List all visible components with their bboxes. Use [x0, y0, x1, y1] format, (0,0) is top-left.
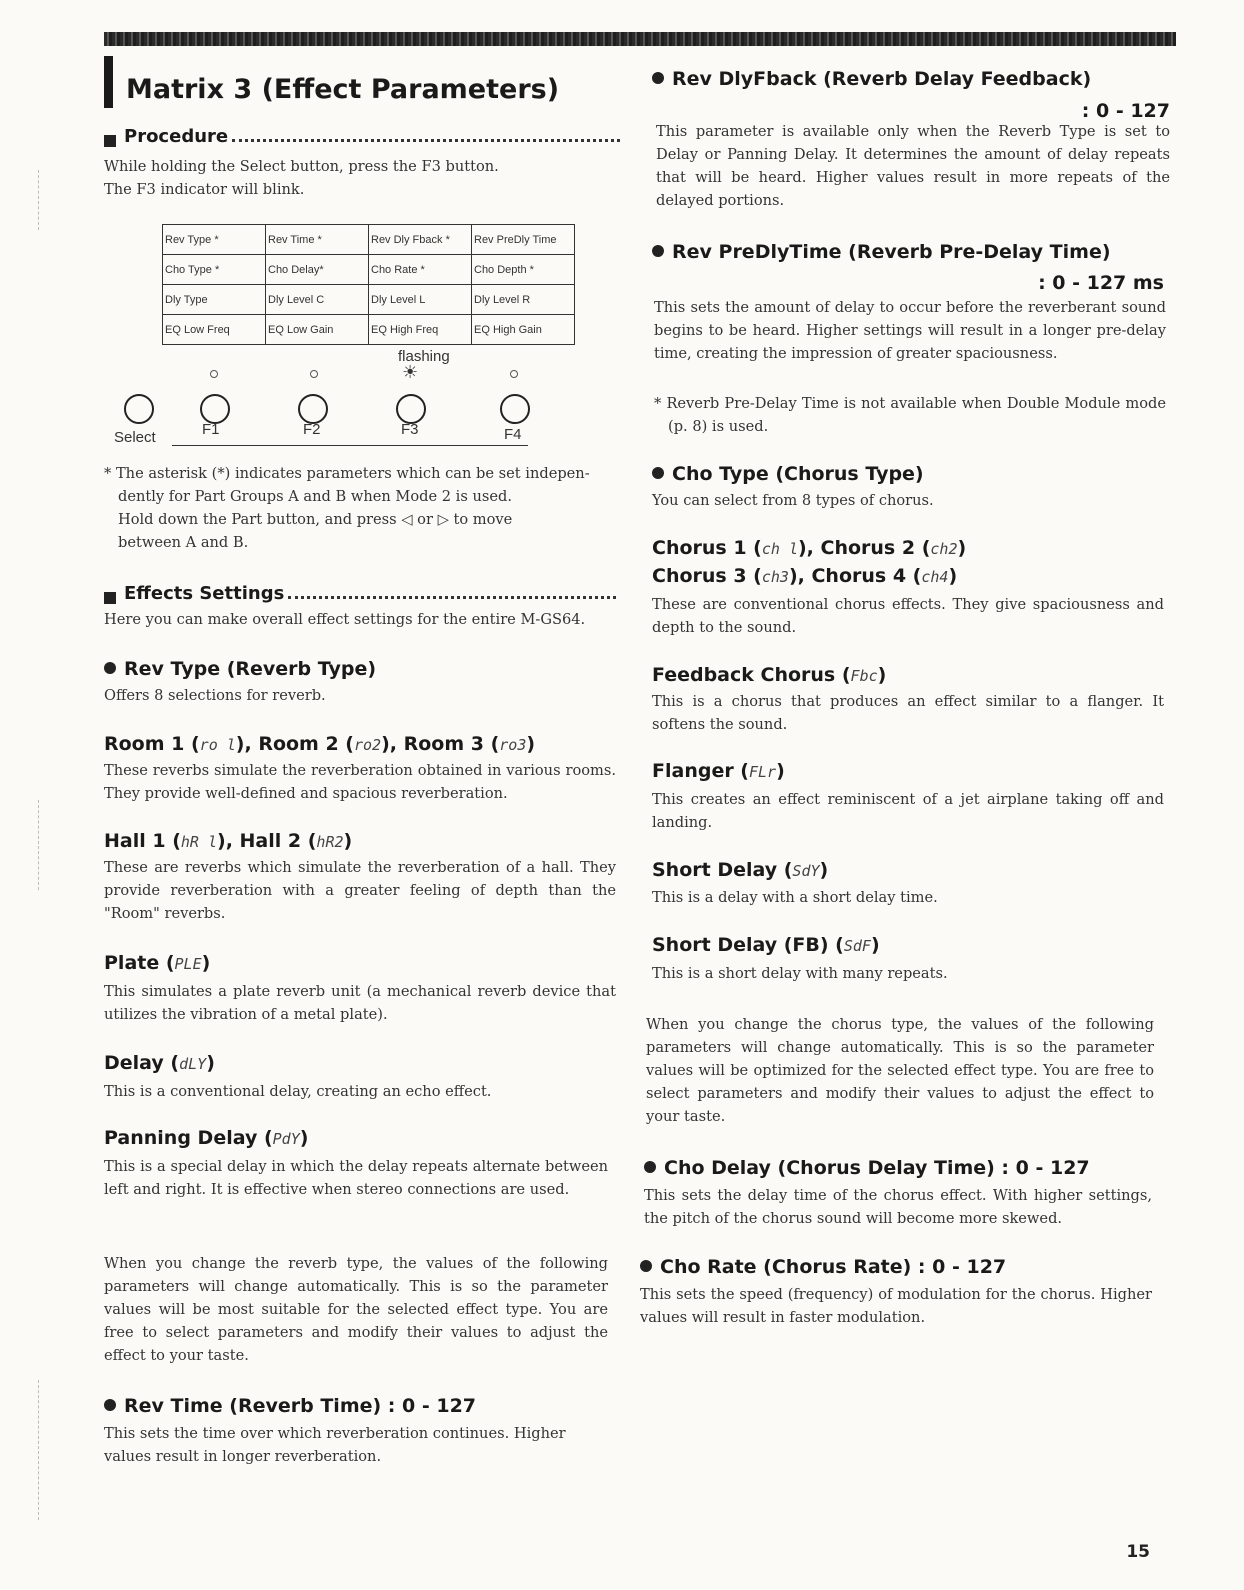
f3-label: F3: [401, 421, 419, 438]
feedback-chorus-heading: Feedback Chorus (Fbc): [652, 664, 887, 686]
param-table-row: [163, 225, 575, 255]
bullet-icon: [652, 245, 664, 257]
rev-time-heading: Rev Time (Reverb Time) : 0 - 127: [104, 1395, 476, 1417]
page-title: Matrix 3 (Effect Parameters): [126, 74, 560, 105]
f3-indicator-flashing-icon: ☀: [402, 362, 419, 383]
square-bullet-icon: [104, 135, 116, 147]
front-panel-diagram: [104, 344, 544, 452]
title-block: [104, 56, 624, 114]
bullet-icon: [104, 662, 116, 674]
param-table-cell: Rev PreDly Time: [472, 225, 575, 255]
rev-predly-note: * Reverb Pre-Delay Time is not available when Double Module mode (p. 8) is used.: [654, 395, 1167, 435]
select-button[interactable]: [124, 394, 154, 424]
hall-heading: Hall 1 (hR l), Hall 2 (hR2): [104, 830, 353, 852]
procedure-heading: Procedure: [104, 126, 620, 147]
parameter-table: [162, 224, 575, 345]
effects-settings-heading: Effects Settings: [104, 583, 616, 604]
panning-delay-heading: Panning Delay (PdY): [104, 1127, 309, 1149]
f4-indicator: [510, 370, 518, 378]
bullet-icon: [652, 72, 664, 84]
cho-rate-heading: Cho Rate (Chorus Rate) : 0 - 127: [640, 1256, 1006, 1278]
square-bullet-icon: [104, 592, 116, 604]
leader-dots: [288, 596, 616, 599]
cho-delay-heading: Cho Delay (Chorus Delay Time) : 0 - 127: [644, 1157, 1090, 1179]
short-delay-fb-text: This is a short delay with many repeats.: [652, 965, 948, 982]
param-table-cell: Rev Dly Fback *: [369, 225, 472, 255]
f2-indicator: [310, 370, 318, 378]
f2-label: F2: [303, 421, 321, 438]
bullet-icon: [644, 1161, 656, 1173]
feedback-chorus-text: This is a chorus that produces an effect similar to a flanger. It softens the sound.: [652, 693, 1164, 733]
param-table-cell: Cho Depth *: [472, 255, 575, 285]
param-table-cell: Rev Type *: [163, 225, 266, 255]
param-table-cell: EQ Low Gain: [266, 315, 369, 345]
flanger-heading: Flanger (FLr): [652, 760, 785, 782]
short-delay-text: This is a delay with a short delay time.: [652, 889, 938, 906]
delay-text: This is a conventional delay, creating an echo effect.: [104, 1083, 492, 1100]
f3-button[interactable]: [396, 394, 426, 424]
rev-time-text: This sets the time over which reverberation continues. Higher values result in longer reverberation.: [104, 1425, 566, 1465]
f4-label: F4: [504, 426, 522, 443]
procedure-text: While holding the Select button, press the F3 button. The F3 indicator will blink.: [104, 158, 499, 198]
bullet-icon: [104, 1399, 116, 1411]
panning-delay-text: This is a special delay in which the delay repeats alternate between left and right. It is effective when stereo connections are used.: [104, 1158, 608, 1198]
short-delay-fb-heading: Short Delay (FB) (SdF): [652, 934, 880, 956]
bullet-icon: [640, 1260, 652, 1272]
param-table-cell: Dly Level R: [472, 285, 575, 315]
select-label: Select: [114, 429, 156, 446]
page-number: 15: [1126, 1542, 1150, 1562]
flanger-text: This creates an effect reminiscent of a jet airplane taking off and landing.: [652, 791, 1164, 831]
rev-predly-text: This sets the amount of delay to occur before the reverberant sound begins to be heard. Higher settings will result in a longer pre-delay time, creating the impression of greater spaciousness.: [654, 299, 1166, 362]
chorus-1-2-heading: Chorus 1 (ch l), Chorus 2 (ch2): [652, 537, 967, 559]
room-text: These reverbs simulate the reverberation obtained in various rooms. They provide well-defined and spacious reverberation.: [104, 762, 616, 802]
bullet-icon: [652, 467, 664, 479]
param-table-cell: Cho Delay*: [266, 255, 369, 285]
margin-mark: [38, 170, 40, 230]
param-table-row: [163, 315, 575, 345]
f1-button[interactable]: [200, 394, 230, 424]
header-rule: [104, 32, 1176, 46]
hall-text: These are reverbs which simulate the reverberation of a hall. They provide reverberation with a greater feeling of depth than the "Room" reverbs.: [104, 859, 616, 922]
param-table-cell: Cho Rate *: [369, 255, 472, 285]
cho-delay-text: This sets the delay time of the chorus effect. With higher settings, the pitch of the chorus sound will become more skewed.: [644, 1187, 1152, 1227]
param-table-cell: EQ High Gain: [472, 315, 575, 345]
chorus-change-note: When you change the chorus type, the values of the following parameters will change automatically. This is so the parameter values will be optimized for the selected effect type. You are free to select parameters and modify their values to adjust the effect to your taste.: [646, 1016, 1154, 1125]
cho-type-heading: Cho Type (Chorus Type): [652, 463, 924, 485]
delay-heading: Delay (dLY): [104, 1052, 215, 1074]
connector-line: [172, 445, 528, 446]
margin-mark: [38, 800, 40, 890]
room-heading: Room 1 (ro l), Room 2 (ro2), Room 3 (ro3): [104, 733, 536, 755]
rev-dlyfback-text: This parameter is available only when the Reverb Type is set to Delay or Panning Delay. It determines the amount of delay repeats that will be heard. Higher values result in more repeats of the delayed portions.: [656, 123, 1170, 209]
rev-predly-heading: Rev PreDlyTime (Reverb Pre-Delay Time): [652, 241, 1111, 263]
effects-settings-text: Here you can make overall effect settings for the entire M-GS64.: [104, 611, 586, 628]
left-arrow-icon: ◁: [401, 511, 413, 528]
chorus-text: These are conventional chorus effects. They give spaciousness and depth to the sound.: [652, 596, 1164, 636]
rev-predly-range: : 0 - 127 ms: [1038, 272, 1164, 294]
f1-indicator: [210, 370, 218, 378]
param-table-cell: Dly Level C: [266, 285, 369, 315]
rev-dlyfback-range: : 0 - 127: [1081, 100, 1170, 122]
short-delay-heading: Short Delay (SdY): [652, 859, 829, 881]
margin-mark: [38, 1380, 40, 1520]
chorus-3-4-heading: Chorus 3 (ch3), Chorus 4 (ch4): [652, 565, 958, 587]
rev-type-heading: Rev Type (Reverb Type): [104, 658, 376, 680]
asterisk-note: * The asterisk (*) indicates parameters which can be set indepen- dently for Part Groups A and B when Mode 2 is used. Hold down the Part button, and press ◁ or ▷ to move between A and B.: [104, 465, 590, 551]
param-table-cell: Dly Level L: [369, 285, 472, 315]
param-table-row: [163, 255, 575, 285]
param-table-row: [163, 285, 575, 315]
flashing-label: flashing: [398, 348, 450, 365]
rev-type-text: Offers 8 selections for reverb.: [104, 687, 326, 704]
right-arrow-icon: ▷: [437, 511, 449, 528]
leader-dots: [232, 139, 620, 142]
param-table-cell: Dly Type: [163, 285, 266, 315]
f2-button[interactable]: [298, 394, 328, 424]
param-table-cell: Rev Time *: [266, 225, 369, 255]
rev-dlyfback-heading: Rev DlyFback (Reverb Delay Feedback): [652, 68, 1091, 90]
plate-heading: Plate (PLE): [104, 952, 211, 974]
reverb-change-note: When you change the reverb type, the values of the following parameters will change automatically. This is so the parameter values will be most suitable for the selected effect type. You are free to select parameters and modify their values to adjust the effect to your taste.: [104, 1255, 608, 1364]
cho-rate-text: This sets the speed (frequency) of modulation for the chorus. Higher values will result in faster modulation.: [640, 1286, 1152, 1326]
plate-text: This simulates a plate reverb unit (a mechanical reverb device that utilizes the vibration of a metal plate).: [104, 983, 616, 1023]
f4-button[interactable]: [500, 394, 530, 424]
param-table-cell: EQ Low Freq: [163, 315, 266, 345]
param-table-cell: Cho Type *: [163, 255, 266, 285]
param-table-cell: EQ High Freq: [369, 315, 472, 345]
f1-label: F1: [202, 421, 220, 438]
title-bar-icon: [104, 56, 113, 108]
cho-type-text: You can select from 8 types of chorus.: [652, 492, 934, 509]
